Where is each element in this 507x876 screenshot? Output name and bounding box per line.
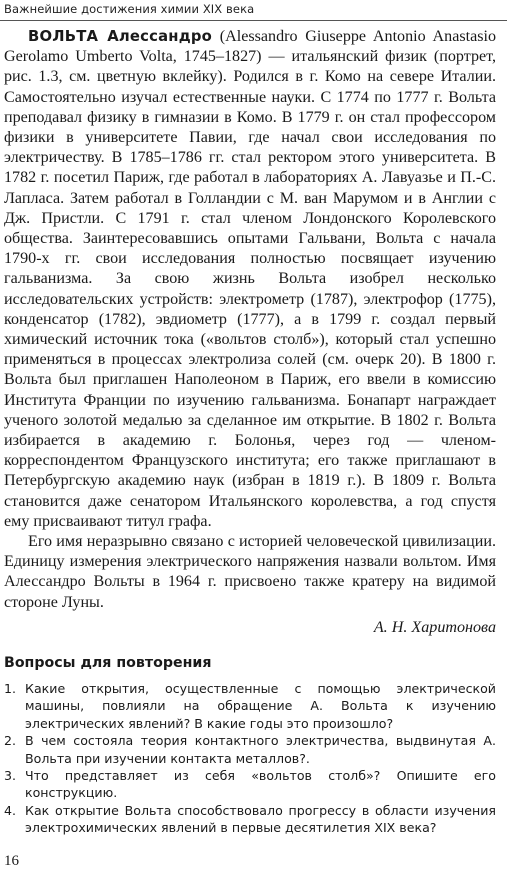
question-number: 4. [4,802,17,818]
page-number: 16 [4,853,19,869]
article-paragraph-1 [4,27,496,532]
question-item [4,802,496,837]
running-header: Важнейшие достижения химии XIX века [4,2,255,16]
question-text: Что представляет из себя «вольтов столб»? Опишите его конструкцию. [25,768,496,801]
article-body [4,27,496,638]
article-paragraph-2: Его имя неразрывно связано с историей человеческой цивилизации. Единицу измерения электрического напряжения назвали вольтом. Имя Алессандро Вольты в 1964 г. присвоено также кратеру на видимой стороне Луны. [4,533,496,611]
question-item [4,767,496,802]
question-item [4,680,496,732]
question-number: 3. [4,768,17,784]
question-text: Какие открытия, осуществленные с помощью электрической машины, повлияли на обращение А. Вольта к изучению электрических явлений? В какие годы это произошло? [25,681,496,731]
questions-title: Вопросы для повторения [4,655,212,671]
article-author: А. Н. Харитонова [373,618,496,636]
header-rule [0,20,507,21]
question-text: В чем состояла теория контактного электричества, выдвинутая А. Вольта при изучении контакта металлов?. [25,733,496,766]
question-item [4,732,496,767]
question-text: Как открытие Вольта способствовало прогрессу в области изучения электрохимических явлений в первые десятилетия XIX века? [25,802,496,836]
article-name: ВОЛЬТА Алессандро [28,28,213,45]
article-paragraph-1-text: (Alessandro Giuseppe Antonio Anastasio Gerolamo Umberto Volta, 1745–1827) — итальянский физик (портрет, рис. 1.3, см. цветную вклейку). Родился в г. Комо на севере Италии. Самостоятельно изучал естественные науки. С 1774 по 1777 г. Вольта преподавал физику в гимназии в Комо. В 1779 г. он стал профессором физики в университете Павии, где начал свои исследования по электричеству. В 1785–1786 гг. стал ректором этого университета. В 1782 г. посетил Париж, где работал в лабораториях А. Лавуазье и П.-С. Лапласа. Затем работал в Голландии с М. ван Марумом и в Англии с Дж. Пристли. С 1791 г. стал членом Лондонского Королевского общества. Заинтересовавшись опытами Гальвани, Вольта с начала 1790-х гг. свои исследования полностью посвящает изучению гальванизма. За свою жизнь Вольта изобрел несколько исследовательских устройств: электрометр (1787), электрофор (1775), конденсатор (1782), эвдиометр (1777), а в 1799 г. создал первый химический источник тока («вольтов столб»), который стал успешно применяться в процессах электролиза солей (см. очерк 20). В 1800 г. Вольта был приглашен Наполеоном в Париж, его ввели в комиссию Института Франции по изучению гальванизма. Бонапарт награждает ученого золотой медалью за сделанное им открытие. В 1802 г. Вольта избирается в академию г. Болонья, через год — членом-корреспондентом Французского института; его также приглашают в Петербургскую академию наук (избран в 1819 г.). В 1809 г. Вольта становится даже сенатором Итальянского королевства, а год спустя ему присваивают титул графа. [4,28,496,530]
question-number: 1. [4,681,17,696]
question-number: 2. [4,733,17,749]
questions-list [4,680,496,837]
